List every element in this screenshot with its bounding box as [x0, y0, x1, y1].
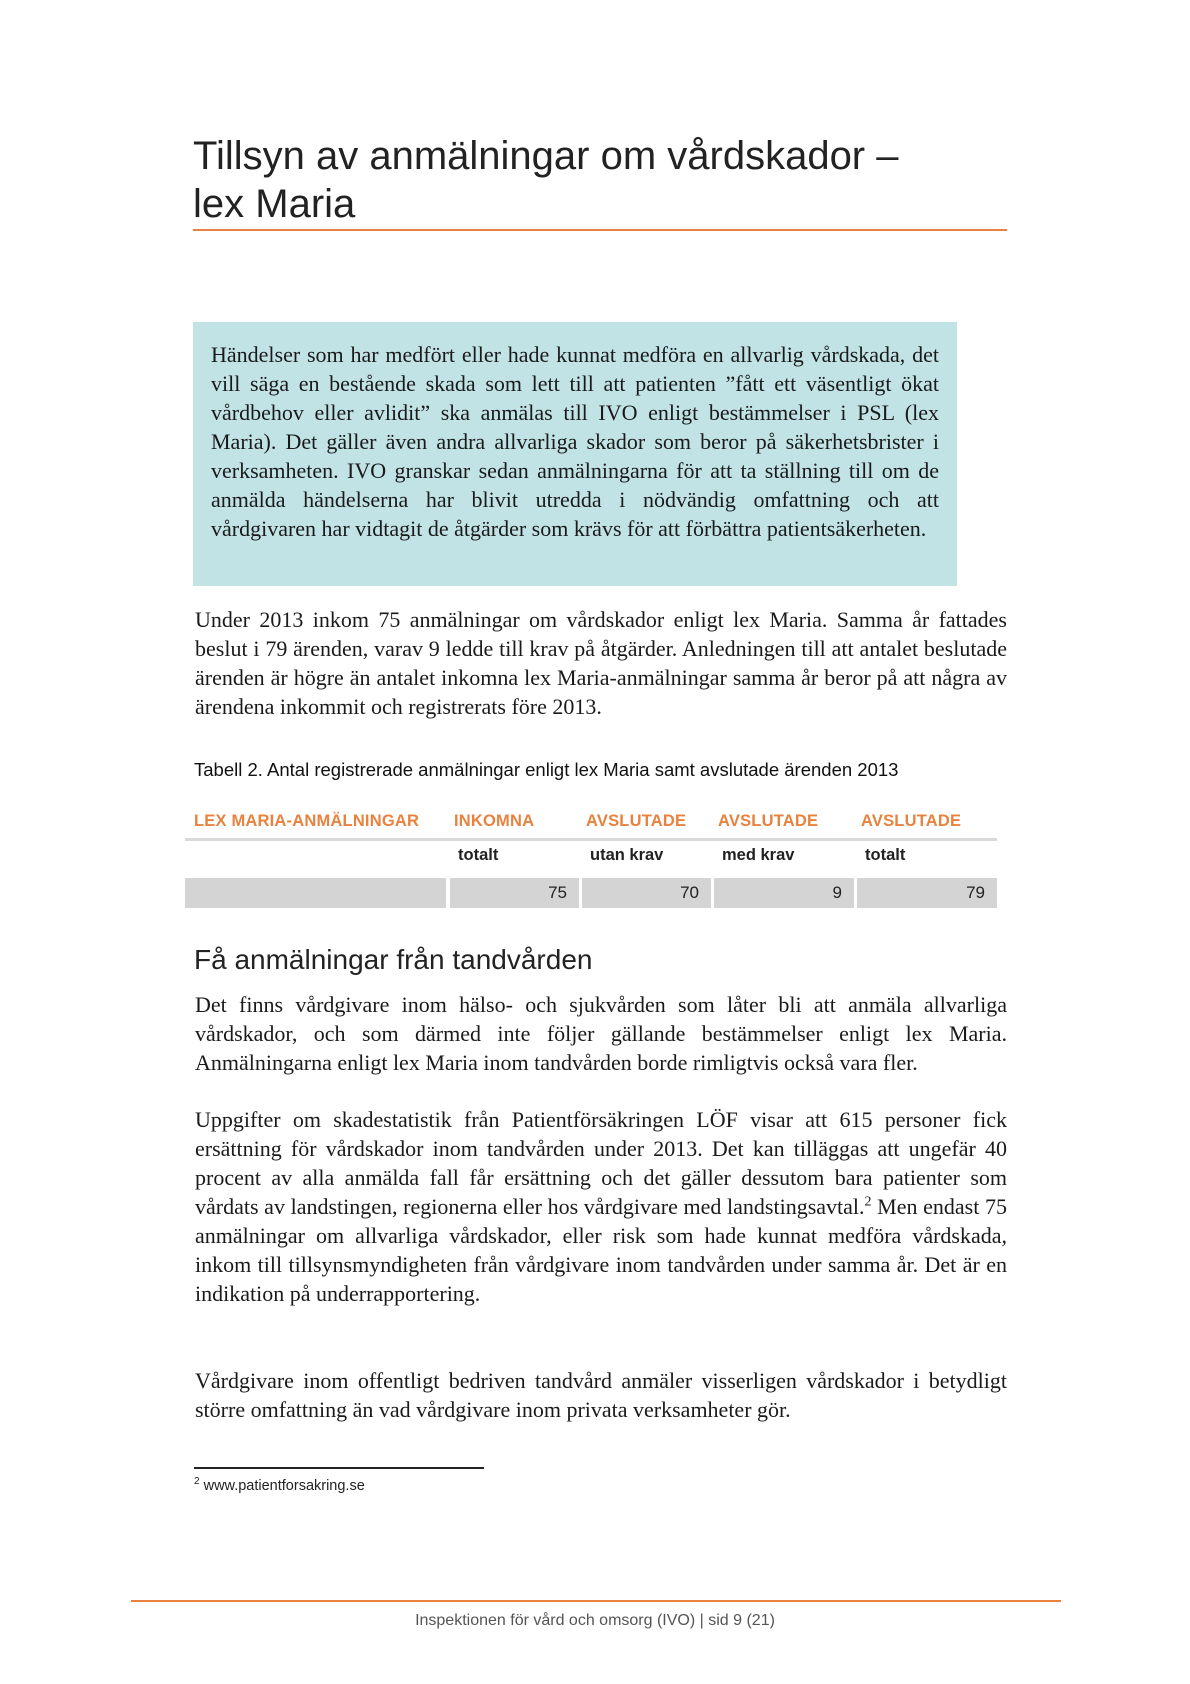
footnote — [194, 1478, 365, 1494]
section-paragraph-1: Det finns vårdgivare inom hälso- och sjukvården som låter bli att anmäla allvarliga vårdskador, och som därmed inte följer gällande bestämmelser enligt lex Maria. Anmälningarna enligt lex Maria inom tandvården borde rimligtvis också vara fler. — [195, 992, 1007, 1075]
info-box — [193, 322, 957, 586]
page-title — [193, 132, 1013, 228]
footer-divider — [131, 1600, 1061, 1602]
paragraph-2-text-b: Men endast 75 anmälningar om allvarliga vårdskador, eller risk som hade kunnat medföra vårdskada, inkom till tillsynsmyndigheten från vårdgivare inom tandvården under samma år. Det är en indikation på underrapportering. — [195, 1194, 1008, 1306]
section-paragraph-3: Vårdgivare inom offentligt bedriven tandvård anmäler visserligen vårdskador i betydligt större omfattning än vad vårdgivare inom privata verksamheter gör. — [195, 1368, 1007, 1422]
table-subheader-cell: utan krav — [590, 846, 664, 864]
table-header-cell: AVSLUTADE — [586, 812, 687, 830]
footnote-number: 2 — [194, 1476, 200, 1488]
section-paragraph-2 — [195, 1105, 1007, 1308]
paragraph-2-text-a: Uppgifter om skadestatistik från Patientförsäkringen LÖF visar att 615 personer fick ersättning för vårdskador inom tandvården under 2013. Det kan tilläggas att ungefär 40 procent av alla anmälda fall får ersättning och det gäller dessutom bara patienter som vårdats av landstingen, regionerna eller hos vårdgivare med landstingsavtal. — [195, 1107, 1007, 1219]
table-header-cell: INKOMNA — [454, 812, 535, 830]
table-header-cell: LEX MARIA-ANMÄLNINGAR — [194, 812, 420, 830]
footnote-divider — [194, 1467, 484, 1469]
statistics-table — [185, 806, 997, 902]
table-subheader-cell: totalt — [458, 846, 499, 864]
table-cell: 75 — [450, 878, 579, 908]
table-cell: 70 — [582, 878, 711, 908]
title-divider — [193, 229, 1007, 231]
table-caption: Tabell 2. Antal registrerade anmälningar enligt lex Maria samt avslutade ärenden 2013 — [194, 759, 899, 780]
table-cell: 79 — [857, 878, 997, 908]
table-header-cell: AVSLUTADE — [718, 812, 819, 830]
table-header-cell: AVSLUTADE — [861, 812, 962, 830]
table-subheader-cell: totalt — [865, 846, 906, 864]
table-cell: 9 — [714, 878, 854, 908]
page-title-line-2: lex Maria — [193, 182, 356, 226]
table-header-divider — [185, 838, 997, 841]
page-footer: Inspektionen för vård och omsorg (IVO) | sid 9 (21) — [415, 1612, 775, 1629]
intro-paragraph: Under 2013 inkom 75 anmälningar om vårdskador enligt lex Maria. Samma år fattades beslut i 79 ärenden, varav 9 ledde till krav på åtgärder. Anledningen till att antalet beslutade ärenden är högre än antalet inkomna lex Maria-anmälningar samma år beror på att några av ärendena inkommit och registrerats före 2013. — [195, 607, 1007, 719]
page-title-line-1: Tillsyn av anmälningar om vårdskador – — [193, 134, 899, 178]
table-cell — [185, 878, 446, 908]
table-header-row — [185, 806, 997, 840]
info-box-text: Händelser som har medfört eller hade kunnat medföra en allvarlig vårdskada, det vill säga en bestående skada som lett till att patienten ”fått ett väsentligt ökat vårdbehov eller avlidit” ska anmälas till IVO enligt bestämmelser i PSL (lex Maria). Det gäller även andra allvarliga skador som beror på säkerhetsbrister i verksamheten. IVO granskar sedan anmälningarna för att ta ställning till om de anmälda händelserna har blivit utredda i nödvändig omfattning och att vårdgivaren har vidtagit de åtgärder som krävs för att förbättra patientsäkerheten. — [211, 342, 939, 541]
footnote-text: www.patientforsakring.se — [199, 1478, 365, 1494]
table-subheader-cell: med krav — [722, 846, 795, 864]
footnote-reference[interactable]: 2 — [864, 1194, 872, 1210]
section-heading: Få anmälningar från tandvården — [194, 944, 593, 975]
